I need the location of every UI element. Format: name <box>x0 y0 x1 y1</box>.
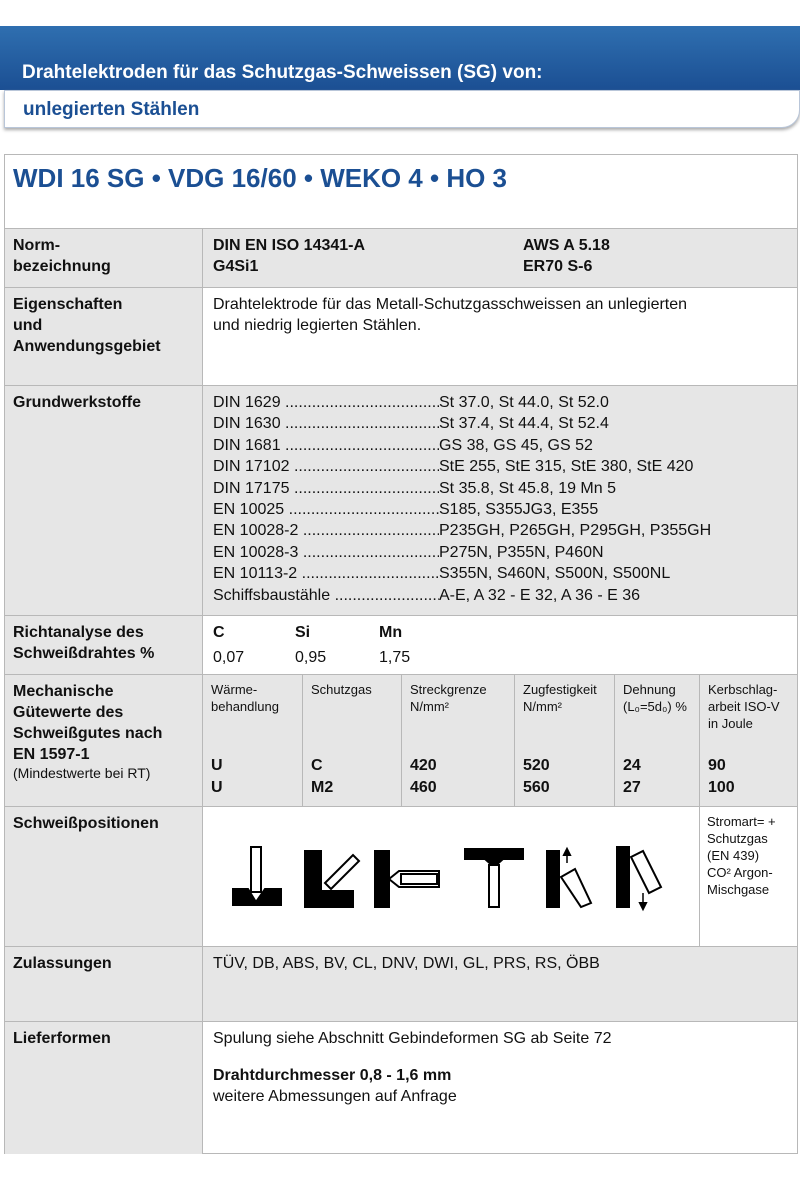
position-horizontal-icon <box>375 851 439 907</box>
mech-col-zugfestigkeit: Zugfestigkeit N/mm² 520 560 <box>514 675 614 806</box>
position-overhead-icon <box>465 849 523 907</box>
row-positionen <box>5 806 797 946</box>
lieferformen-label: Lieferformen <box>5 1022 203 1154</box>
grundwerkstoff-line <box>213 520 787 541</box>
grundwerkstoff-standard: EN 10028-3 ..... <box>213 542 439 563</box>
zulassungen-label: Zulassungen <box>5 947 203 1021</box>
mech-col-schutzgas: Schutzgas C M2 <box>302 675 401 806</box>
grundwerkstoff-standard: DIN 17175 ..... <box>213 478 439 499</box>
grundwerkstoff-standard: DIN 1629 ..... <box>213 392 439 413</box>
grundwerkstoff-line <box>213 456 787 477</box>
mech-col-streckgrenze: Streckgrenze N/mm² 420 460 <box>401 675 514 806</box>
analyse-si: Si 0,95 <box>295 624 327 666</box>
grundwerkstoff-grades: StE 255, StE 315, StE 380, StE 420 <box>439 458 694 476</box>
grundwerkstoff-grades: P275N, P355N, P460N <box>439 543 604 561</box>
row-lieferformen <box>5 1021 797 1154</box>
grundwerkstoff-standard: DIN 1681 ..... <box>213 435 439 456</box>
din-standard: DIN EN ISO 14341-A G4Si1 <box>213 237 366 275</box>
grundwerkstoff-grades: St 37.0, St 44.0, St 52.0 <box>439 394 609 411</box>
grundwerkstoff-standard: EN 10028-2 ..... <box>213 520 439 541</box>
grundwerkstoff-line <box>213 392 787 413</box>
grundwerkstoff-grades: S185, S355JG3, E355 <box>439 501 599 519</box>
mech-col-kerbschlag: Kerbschlag- arbeit ISO-V in Joule 90 100 <box>699 675 797 806</box>
grundwerkstoff-grades: A-E, A 32 - E 32, A 36 - E 36 <box>439 586 641 604</box>
grundwerkstoff-line <box>213 585 787 606</box>
eigenschaften-label: Eigenschaften und Anwendungsgebiet <box>5 288 203 385</box>
lieferformen-text: Spulung siehe Abschnitt Gebindeformen SG ab Seite 72 Drahtdurchmesser 0,8 - 1,6 mm weitere Abmessungen auf Anfrage <box>213 1030 612 1105</box>
grundwerkstoffe-list <box>203 386 797 615</box>
row-richtanalyse <box>5 615 797 674</box>
mechanisch-label: Mechanische Gütewerte des Schweißgutes nach EN 1597-1 (Mindestwerte bei RT) <box>5 675 203 806</box>
zulassungen-text: TÜV, DB, ABS, BV, CL, DNV, DWI, GL, PRS, RS, ÖBB <box>203 947 797 1021</box>
position-vertical-up-icon <box>547 849 591 907</box>
positionen-notes: Stromart= + Schutzgas (EN 439) CO² Argon- Mischgase <box>707 814 776 897</box>
grundwerkstoff-standard: EN 10113-2 ..... <box>213 563 439 584</box>
positionen-label: Schweißpositionen <box>5 807 203 946</box>
norm-values <box>203 229 797 287</box>
grundwerkstoff-line <box>213 563 787 584</box>
row-norm <box>5 228 797 287</box>
analyse-c: C 0,07 <box>213 624 245 666</box>
grundwerkstoffe-label: Grundwerkstoffe <box>5 386 203 615</box>
row-grundwerkstoffe <box>5 385 797 615</box>
grundwerkstoff-line <box>213 413 787 434</box>
row-mechanisch <box>5 674 797 806</box>
row-zulassungen <box>5 946 797 1021</box>
positionen-content <box>203 807 797 946</box>
grundwerkstoff-line <box>213 478 787 499</box>
position-vertical-down-icon <box>617 847 661 909</box>
grundwerkstoff-standard: DIN 17102 ..... <box>213 456 439 477</box>
row-eigenschaften <box>5 287 797 385</box>
grundwerkstoff-grades: GS 38, GS 45, GS 52 <box>439 436 593 454</box>
grundwerkstoff-line <box>213 435 787 456</box>
header-subtitle-bar <box>4 90 800 128</box>
header-subtitle: unlegierten Stählen <box>23 99 200 120</box>
grundwerkstoff-grades: S355N, S460N, S500N, S500NL <box>439 565 671 583</box>
positionen-pictograms <box>203 807 700 946</box>
position-flat-icon <box>233 847 281 905</box>
eigenschaften-text: Drahtelektrode für das Metall-Schutzgasschweissen an unlegierten und niedrig legierten Stählen. <box>213 296 688 334</box>
aws-standard: AWS A 5.18 ER70 S-6 <box>523 237 610 275</box>
norm-label: Norm- bezeichnung <box>5 229 203 287</box>
grundwerkstoff-standard: EN 10025 ..... <box>213 499 439 520</box>
mech-col-dehnung: Dehnung (L₀=5d₀) % 24 27 <box>614 675 699 806</box>
header-banner <box>0 26 800 90</box>
richtanalyse-label: Richtanalyse des Schweißdrahtes % <box>5 616 203 674</box>
grundwerkstoff-standard: Schiffsbaustähle ..... <box>213 585 439 606</box>
grundwerkstoff-line <box>213 499 787 520</box>
mechanisch-table <box>203 675 797 806</box>
richtanalyse-values <box>203 616 797 674</box>
grundwerkstoff-line <box>213 542 787 563</box>
grundwerkstoff-grades: St 35.8, St 45.8, 19 Mn 5 <box>439 479 616 497</box>
welding-positions-icon <box>203 807 699 947</box>
analyse-mn: Mn 1,75 <box>379 624 411 666</box>
mech-col-waerme: Wärme- behandlung U U <box>211 682 279 796</box>
grundwerkstoff-grades: St 37.4, St 44.4, St 52.4 <box>439 415 609 433</box>
grundwerkstoff-grades: P235GH, P265GH, P295GH, P355GH <box>439 522 712 540</box>
position-fillet-icon <box>305 851 359 907</box>
grundwerkstoff-standard: DIN 1630 ..... <box>213 413 439 434</box>
datasheet <box>4 154 798 1154</box>
product-title: WDI 16 SG • VDG 16/60 • WEKO 4 • HO 3 <box>13 163 507 193</box>
header-title: Drahtelektroden für das Schutzgas-Schweissen (SG) von: <box>22 62 543 83</box>
